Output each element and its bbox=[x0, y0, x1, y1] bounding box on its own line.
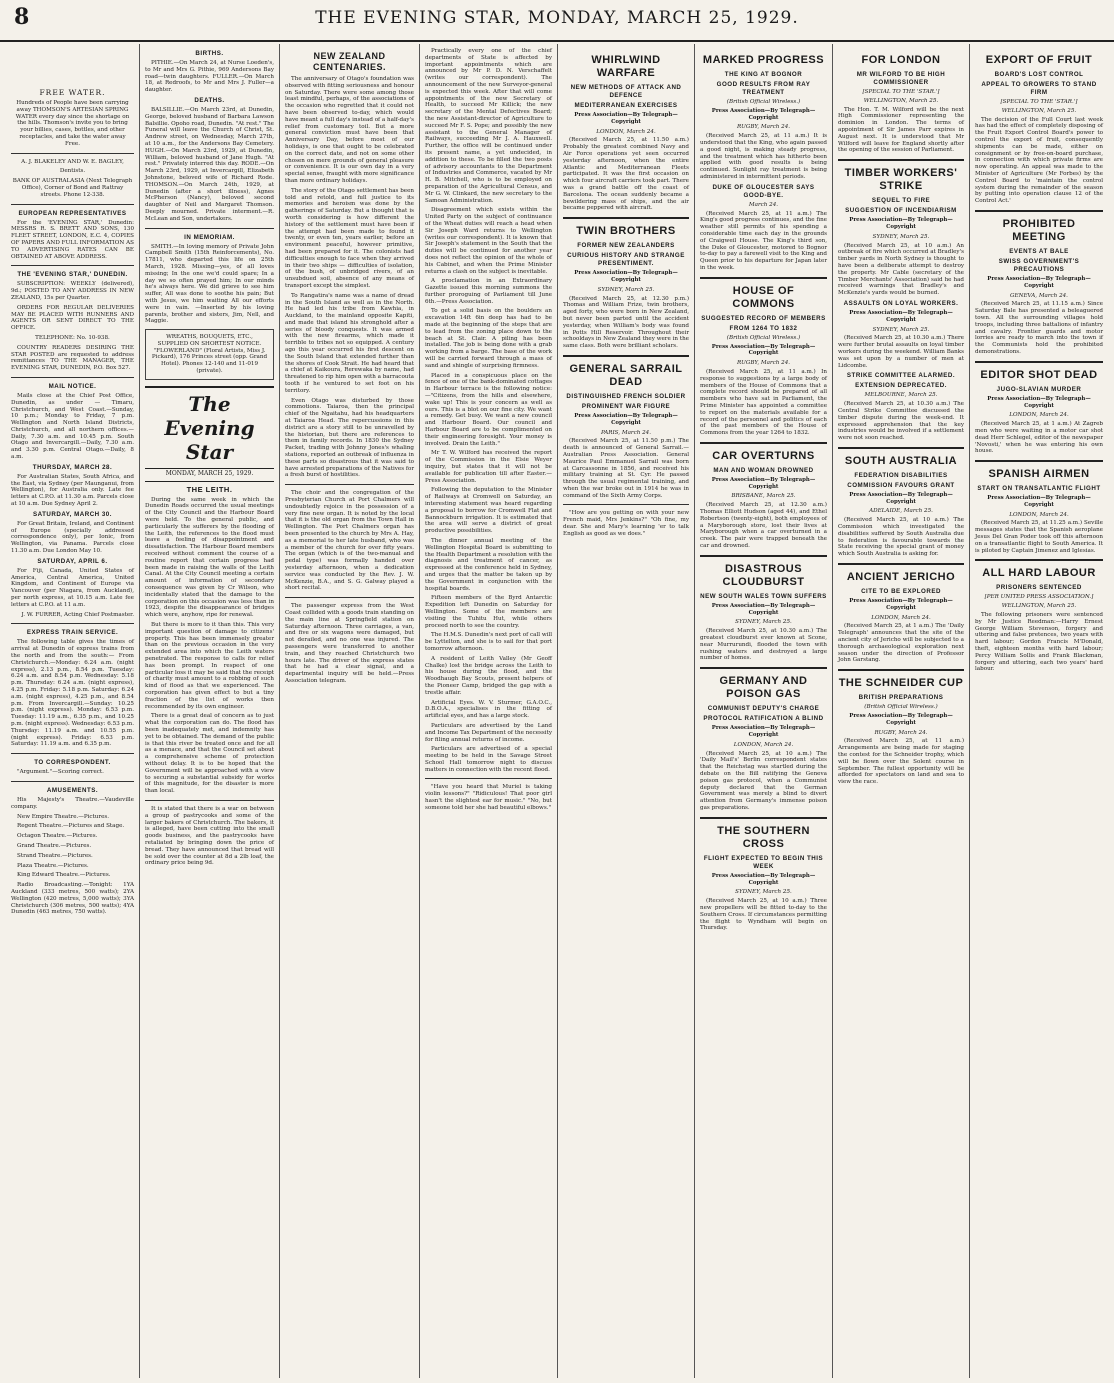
amusement-item: Regent Theatre.—Pictures and Stage. bbox=[17, 823, 125, 830]
story-subhead: MAN AND WOMAN DROWNED bbox=[713, 466, 814, 474]
press-credit: Press Association—By Telegraph—Copyright bbox=[849, 217, 953, 230]
amusements-list bbox=[11, 797, 134, 916]
dateline: WELLINGTON, March 25. bbox=[1001, 603, 1077, 610]
saturday-april-heading: SATURDAY, APRIL 6. bbox=[37, 557, 108, 565]
dentists-role: Dentists. bbox=[59, 168, 86, 175]
story-headline: WHIRLWIND WARFARE bbox=[591, 54, 661, 79]
column-8 bbox=[970, 44, 1108, 1378]
story-headline: SOUTH AUSTRALIA bbox=[844, 454, 958, 467]
story-body: (Received March 25, at 10.30 a.m.) The greatest cloudburst ever known at Scone, near Murrurundi, flooded the town with rushing waters and destroyed a large number of homes. bbox=[700, 628, 827, 662]
story-body: (Received March 25, at 10.30 a.m.) There were further brutal assaults on loyal timber workers during the weekend. William Banks was set upon by a number of men at Lidcombe. bbox=[838, 335, 964, 369]
amusements-heading: AMUSEMENTS. bbox=[46, 786, 99, 794]
press-credit: Press Association—By Telegraph—Copyright bbox=[987, 395, 1091, 409]
press-credit: Press Association—By Telegraph—Copyright bbox=[711, 476, 816, 490]
dateline: SYDNEY, March 25. bbox=[735, 619, 792, 626]
press-credit: Press Association—By Telegraph—Copyright bbox=[849, 713, 953, 726]
issue-date: MONDAY, MARCH 25, 1929. bbox=[145, 471, 274, 482]
express-heading: EXPRESS TRAIN SERVICE. bbox=[26, 629, 119, 637]
country-readers: COUNTRY READERS DESIRING THE STAR POSTED are requested to address remittances TO THE MANAGER, THE EVENING STAR, DUNEDIN, P.O. Box 527. bbox=[11, 344, 134, 372]
column-4 bbox=[420, 44, 558, 1378]
dateline: ADELAIDE, March 25. bbox=[869, 508, 933, 515]
news-paragraph: To get a solid basis on the boulders an excavation 14ft 6in deep has had to be made at the beginning of the steps that are to lead from the zoning place down to the beach at St. Clair. A piling has been installed. The job is being done with a grab working from a barge. The base of the work will be carried forward through a mass of sand and shingle of surprising firmness. bbox=[425, 308, 552, 369]
story-headline: GERMANY AND POISON GAS bbox=[719, 675, 808, 701]
column-7 bbox=[833, 44, 970, 1378]
joke-paragraph: "Have you heard that Muriel is taking violin lessons?" "Ridiculous! That poor girl hasn't the slightest ear for music." "No, but someone told her she had beautiful elbows." bbox=[425, 784, 552, 811]
special-credit: [SPECIAL TO THE 'STAR.'] bbox=[1000, 99, 1078, 105]
leader-paragraph: During the same week in which the Dunedin Roads occurred the usual meetings of the City Council and the Harbour Board were held. To the general public, and particularly the sufferers by the flooding of the Leith, the references to the flood must leave a feeling of disappointment and dissatisfaction. The Harbour Board members received without comment the course of a routine report that certain progress had been made in raising the walls of the Leith Canal. At the City Council meeting a certain amount of information of secondary consequence was given by Cr Wilson, who incidentally stated that the damage to the corporation on this occasion was less than in 1923, despite the disappearance of bridges which were, anyhow, ripe for renewal. bbox=[145, 496, 274, 619]
dateline: LONDON, March 24. bbox=[596, 128, 656, 135]
free-water-ad: Hundreds of People have been carrying away THOMSON'S ARTESIAN SPRING WATER every day since the shortage on the hills. Thomson's invite you to bring your billies, cases, bottles, and other receptacles, and take the water away Free. bbox=[15, 100, 130, 147]
amusement-item: Octagon Theatre.—Pictures. bbox=[17, 833, 98, 840]
dateline: SYDNEY, March 25. bbox=[872, 233, 930, 240]
saturday-april-body: For Fiji, Canada, United States of America, Central America, United Kingdom, and Continent of Europe via Vancouver (per Niagara, from Auckland), per north express, at 10.15 a.m. Late fee letters at C.P.O. at 11 a.m. bbox=[11, 567, 134, 608]
page-number: 8 bbox=[14, 4, 30, 30]
news-paragraph: Disagreement which exists within the United Party on the subject of continuance of the Wheat duties will reach a head when Sir Joseph Ward returns to Wellington (writes our correspondent). It is known that Sir Joseph's statement in the South that the duties will be continued for another year does not reflect the opinion of the whole of his Cabinet, and when the Prime Minister returns a clash on the subject is inevitable. bbox=[425, 207, 552, 275]
mail-heading: MAIL NOTICE. bbox=[48, 382, 97, 390]
european-body: For the 'EVENING STAR,' Dunedin: MESSRS R. S. BRETT AND SONS, 130 FLEET STREET, LONDON, E.C. 4, COPIES OF PAPERS AND FULL INFORMATION AS TO ADVERTISING RATES CAN BE OBTAINED AT ABOVE ADDRESS. bbox=[11, 219, 134, 260]
story-body: (Received March 25, at 11 a.m.) The King's good progress continues, and the fine weather still permits of his spending a considerable time each day in the grounds of Craigweil House. The King's third son, the Duke of Gloucester, motored to Bognor to-day to pay a farewell visit to the King and Queen prior to his departure for Japan later in the week. bbox=[700, 210, 827, 271]
story-headline: GENERAL SARRAIL DEAD bbox=[569, 362, 683, 388]
story-subhead: MEDITERRANEAN EXERCISES bbox=[574, 102, 678, 109]
story-body: (Received March 25, at 11.15 a.m.) Since Saturday Bale has presented a beleaguered town. All the surrounding villages hold troops, including three battalions of infantry and cavalry. Frontier guards and motor lorries are ready to march into the town if the Communists hold the prohibited demonstrations. bbox=[975, 301, 1103, 355]
dateline: PARIS, March 24. bbox=[600, 429, 652, 436]
story-body: (Received March 25, at 12.30 p.m.) Thomas and William Frize, twin brothers, aged forty, who were born in New Zealand, but never been parted until the accident yesterday, when William's body was found in Potts Hill Reservoir. Throughout their schooldays in New Zealand they were in the same class. Both were brilliant scholars. bbox=[563, 295, 689, 350]
story-subhead: DISTINGUISHED FRENCH SOLDIER bbox=[566, 392, 686, 400]
dentists-address: BANK OF AUSTRALASIA (Next Telegraph Office), Corner of Bond and Rattray streets. Phone 12-338. bbox=[12, 178, 133, 198]
story-subhead: THE KING AT BOGNOR bbox=[724, 71, 803, 78]
wireless-credit: (British Official Wireless.) bbox=[726, 334, 801, 341]
story-headline: CAR OVERTURNS bbox=[712, 449, 815, 462]
telephone: TELEPHONE: No. 10-938. bbox=[35, 334, 110, 341]
page-columns bbox=[6, 44, 1108, 1378]
leader-title: THE LEITH. bbox=[186, 484, 233, 494]
news-paragraph: Placed in a conspicuous place on the fence of one of the bank-dominated cottages in Harbour terrace is the following notice:—"Citizens, from the hills and elsewhere, wake up! This is your concern as well as ours. This is a blot on our fine city. We want a remedy. Get busy. We want a new council and Harbour Board. Our council and Harbour Board are to be complimented on their engineering foresight. Your money is involved. Drain the Leith." bbox=[425, 372, 552, 447]
story-body: (Received March 25, at 10.30 a.m.) The Central Strike Committee discussed the timber dispute during the week-end. It expressed apprehension that the key industries would be involved if a settlement were not soon reached. bbox=[838, 401, 964, 442]
story-subhead: CURIOUS HISTORY AND STRANGE PRESENTIMENT. bbox=[567, 252, 685, 268]
story-subhead: ASSAULTS ON LOYAL WORKERS. bbox=[843, 299, 959, 307]
leader-paragraph: It is stated that there is a war on between a group of pastrycooks and some of the larger bakers of Christchurch. The bakers, it is alleged, have been cutting into the small goods business, and the pastrycooks have retaliated by bringing down the price of bread. They have announced that bread will be sold over the counter at 8d a 2lb loaf, the ordinary price being 9d. bbox=[145, 805, 274, 867]
story-headline: ANCIENT JERICHO bbox=[846, 571, 956, 584]
press-credit: Press Association—By Telegraph—Copyright bbox=[849, 598, 953, 611]
amusement-item: Plaza Theatre.—Pictures. bbox=[17, 862, 89, 869]
news-paragraph: Mr T. W. Wilford has received the report of the Commission in the Elsie Weyer inquiry, but states that it will not be available for publication till after Easter.—Press Association. bbox=[425, 450, 552, 484]
story-headline: PROHIBITED MEETING bbox=[1002, 217, 1076, 243]
story-subhead: NEW SOUTH WALES TOWN SUFFERS bbox=[700, 592, 827, 600]
story-subhead: SEQUEL TO FIRE bbox=[871, 197, 931, 205]
press-credit: Press Association—By Telegraph—Copyright bbox=[711, 602, 816, 616]
column-5 bbox=[558, 44, 695, 1378]
dateline: LONDON, March 24. bbox=[1009, 412, 1069, 419]
story-body: (Received March 25, at 10 a.m.) An outbreak of fire which occurred at Bradley's timber yards in North Sydney is thought to have been a deliberate attempt to destroy the property. Mr Cable (secretary of the Timber Merchants' Association) said he had received warnings that Bradley's and McKenzie's yards would be burned. bbox=[838, 242, 964, 297]
press-credit: Press Association—By Telegraph—Copyright bbox=[711, 107, 816, 121]
running-head: THE EVENING STAR, MONDAY, MARCH 25, 1929. bbox=[315, 8, 799, 28]
story-subhead: PROMINENT WAR FIGURE bbox=[581, 402, 671, 410]
story-subhead: BOARD'S LOST CONTROL bbox=[994, 71, 1084, 78]
correspondent-body: "Argument."—Scoring correct. bbox=[17, 769, 104, 776]
thursday-heading: THURSDAY, MARCH 28. bbox=[32, 463, 113, 471]
amusement-item: Grand Theatre.—Pictures. bbox=[17, 842, 92, 849]
amusement-item: King Edward Theatre.—Pictures. bbox=[17, 872, 111, 879]
deaths-heading: DEATHS. bbox=[194, 96, 225, 104]
correspondent-heading: TO CORRESPONDENT. bbox=[34, 759, 111, 767]
memoriam-heading: IN MEMORIAM. bbox=[184, 233, 235, 241]
column-3 bbox=[280, 44, 420, 1378]
press-credit: Press Association—By Telegraph—Copyright bbox=[574, 112, 678, 125]
news-paragraph: Artificial Eyes. W. V. Sturmer, G.A.O.C., D.B.O.A., specialises in the fitting of artificial eyes, and has a large stock. bbox=[425, 699, 552, 720]
story-body: (Received March 25, at 11 a.m.) Arrangements are being made for staging the contest for the Schneider trophy, which will be flown over the Solent course in September. The fullest opportunity will be afforded for spectators on land and sea to view the race. bbox=[838, 738, 964, 786]
story-subhead: DUKE OF GLOUCESTER SAYS GOOD-BYE. bbox=[712, 183, 815, 199]
story-subhead: PROTOCOL RATIFICATION A BLIND bbox=[703, 715, 824, 723]
news-paragraph: Particulars are advertised of a special meeting to be held in the Savage Street School Hall tomorrow night to discuss matters in connection with the recent flood. bbox=[425, 746, 552, 773]
wireless-credit: (British Official Wireless.) bbox=[726, 99, 801, 105]
dateline: SYDNEY, March 25. bbox=[872, 326, 930, 333]
dateline: WELLINGTON, March 25. bbox=[863, 97, 939, 104]
dateline: LONDON, March 24. bbox=[871, 614, 931, 621]
press-credit: Press Association—By Telegraph—Copyright bbox=[987, 275, 1091, 289]
story-body: (Received March 25, at 11.50 p.m.) The death is announced of General Sarrail.—Australian Press Association. General Maurice Paul Emmanuel Sarrail was born at Carcassonne in 1856, and received his military training at St. Cyr. He passed through the usual regimental training, and when the war broke out in 1914 he was in command of the Sixth Army Corps. bbox=[563, 438, 689, 499]
column-2 bbox=[140, 44, 280, 1378]
centenaries-title: NEW ZEALAND CENTENARIES. bbox=[312, 51, 386, 72]
centenaries-paragraph: The story of the Otago settlement has been told and retold, and full justice to its memories and heroism was done by the gatherings of Saturday. But a thought that is worth considering is how different the history of the settlement must have been if the attempt had been made to found it twenty, or even ten, years earlier, before an environment peaceful, however primitive, had been prepared for it. The colonists had difficulties enough to face when they arrived in their two ships — difficulties of isolation, of the bush, of unbridged rivers, of an unsubdued soil, absence of any means of transport except the simplest. bbox=[285, 187, 414, 289]
story-subhead: NEW METHODS OF ATTACK AND DEFENCE bbox=[570, 84, 682, 99]
amusement-item: New Empire Theatre.—Pictures. bbox=[17, 813, 110, 820]
story-subhead: COMMISSION FAVOURS GRANT bbox=[847, 481, 955, 489]
dateline: March 24. bbox=[748, 201, 779, 208]
news-paragraph: The dinner annual meeting of the Wellington Hospital Board is submitting to the Health Department a resolution with the diagnosis and treatment of cancer, as expressed at the conference held in Sydney, and urges that the matter be taken up by the Government in conjunction with the hospital boards. bbox=[425, 537, 552, 592]
centenaries-paragraph: The anniversary of Otago's foundation was observed with fitting seriousness and honour on Saturday. There were some among those least mindful, perhaps, of the associations of the occasion who regretted that it could not have been observed to-day, which would have meant a full day's instead of a half-day's relief from customary toil. But a more general conviction must have been that Anniversary Day, before most of our holidays, is one that ought to be celebrated on the correct date, and not on some other chosen on mere grounds of general pleasure or convenience. It is our own day in a very special sense, fraught with more significance than more ordinary holidays. bbox=[285, 76, 414, 184]
dateline: SYDNEY, March 25. bbox=[735, 889, 792, 896]
column-1 bbox=[6, 44, 140, 1378]
story-body: The decision of the Full Court last week has had the effect of completely disposing of the Fruit Export Control Board's power to control the export of fruit, consequently shipments can be made, either on consignment or by free-on-board purchase, in connection with which private firms are now operating. An appeal was made to the Minister of Agriculture (Mr Forbes) by the Control Board to 'maintain the control system during the remainder of the season by putting into operation clause 12 of the Control Act.' bbox=[975, 116, 1103, 205]
story-body: (Received March 25, at 10 a.m.) Three new propellers will be fitted to-day to the Southern Cross. If circumstances permitting the flight to Wyndham will begin on Thursday. bbox=[700, 898, 827, 932]
dateline: RUGBY, March 24. bbox=[736, 124, 791, 131]
press-credit: Press Association—By Telegraph—Copyright bbox=[849, 309, 953, 323]
amusement-item: His Majesty's Theatre.—Vaudeville company. bbox=[11, 796, 134, 810]
story-headline: EDITOR SHOT DEAD bbox=[980, 368, 1098, 381]
leader-paragraph: But there is more to it than this. This very important question of damage to citizens' property. This has been immensely greater than on the previous occasion in the very extended area into which the Leith waters penetrated. The response to calls for relief has been prompt. In respect of one particular loss it may be said that the receipt of charity must amount to a robbing of such kind of flood as that we experienced. The corporation has given effect to but a tiny fraction of the list of works then recommended by its own engineer. bbox=[145, 622, 274, 710]
dateline: LONDON, March 24. bbox=[733, 741, 794, 748]
story-subhead: GOOD RESULTS FROM RAY TREATMENT bbox=[716, 81, 811, 96]
news-paragraph: The H.M.S. Dunedin's next port of call will be Lyttelton, and she is to sail for that port tomorrow afternoon. bbox=[425, 632, 552, 652]
story-headline: DISASTROUS CLOUDBURST bbox=[722, 562, 805, 588]
express-body: The following table gives the times of arrival at Dunedin of express trains from the north and from the south:— From Christchurch.—Monday: 6.24 a.m. (night express), 2.13 p.m., 8.54 p.m. Tuesday: 6.24 a.m. and 8.54 p.m. Wednesday: 5.18 p.m. Thursday: 6.24 a.m. (night express), 4.25 p.m. Friday: 5.18 p.m. Saturday: 6.24 a.m. (night express), 4.25 p.m., and 8.54 p.m. From Invercargill.—Sunday: 10.25 p.m. (night express). Monday: 6.53 p.m. Tuesday: 11.19 a.m., 6.35 p.m., and 10.25 p.m. (night express). Wednesday: 6.53 p.m. Thursday: 11.19 a.m. and 10.55 p.m. (night express). Friday: 6.53 p.m. Saturday: 11.19 a.m. and 6.35 p.m. bbox=[11, 639, 134, 748]
story-headline: EXPORT OF FRUIT bbox=[985, 54, 1093, 66]
story-body: (Received March 25, at 12.30 a.m.) Thomas Elliott Hudson (aged 44), and Ethel Robertson (twenty-eight), both employees of a Maryborough store, lost their lives at Maryborough when a car overturned in a creek. The pair were trapped beneath the car and drowned. bbox=[700, 502, 827, 550]
special-credit: [SPECIAL TO THE 'STAR.'] bbox=[862, 89, 940, 95]
dateline: GENEVA, March 24. bbox=[1010, 292, 1068, 299]
story-subhead: APPEAL TO GROWERS TO STAND FIRM bbox=[981, 81, 1097, 96]
joke-paragraph: "How are you getting on with your new French maid, Mrs Jenkins?" "Oh fine, my dear. She and Mary's learning 'er to talk English as good as we does." bbox=[563, 510, 689, 537]
story-body: The following prisoners were sentenced by Mr Justice Reedman:—Harry Ernest George William Stevenson, forgery and uttering and false pretences, two years with hard labour; Gordon Francis M'Donald, theft, eighteen months with hard labour; Percy William Sollis and Frank Blackman, forgery and uttering, each two years' hard labour. bbox=[975, 612, 1103, 673]
story-headline: HOUSE OF COMMONS bbox=[732, 284, 795, 310]
news-paragraph: A resident of Leith Valley (Mr Geoff Chalke) lost the bridge across the Leith to his house during the flood, and the Woodhaugh Bay Scouts, present helpers of the Pioneer Camp, bridged the gap with a trestle affair. bbox=[425, 655, 552, 696]
organ-paragraph: The choir and the congregation of the Presbyterian Church at Port Chalmers will undoubtedly rejoice in the possession of a very fine new organ. It is noted by the local that it is the old organ from the Town Hall in Wellington. The Port Chalmers organ has been presented to the church by Mrs A. Hay, as a memorial to her late husband, who was a member of the church for over fifty years. The organ (which is of the two-manual and pedal type) was formally handed over yesterday afternoon, when a dedication service was conducted by the Rev. J. W. McKenzie, B.A., and S. G. Galway played a short recital. bbox=[285, 490, 414, 592]
story-body: (Received March 25, at 10 a.m.) The Commission which investigated the disabilities suffered by South Australia due to federation is favourable towards the State receiving the special grant of money which South Australia is asking for. bbox=[838, 517, 964, 558]
story-subhead: FORMER NEW ZEALANDERS bbox=[577, 242, 675, 250]
press-credit: Press Association—By Telegraph—Copyright bbox=[849, 491, 953, 505]
story-subhead: JUGO-SLAVIAN MURDER bbox=[996, 385, 1082, 393]
story-headline: TIMBER WORKERS' STRIKE bbox=[844, 167, 958, 193]
memoriam-body: SMITH.—In loving memory of Private John Campbell Smith (15th Reinforcements), No. 17811, who departed this life on 25th March, 1928. Missing—yes, of all loves missing; In the one we'd could spare; In a day we so often prayed him; In our minds he's always here. We did grieve to see him suffer, All was done to soothe his pain; But with Jesus, we him waiting All our efforts were in vain. —Inserted by his loving parents, brother and sisters, Jim, Nell, and Maggie. bbox=[145, 243, 274, 325]
story-headline: TWIN BROTHERS bbox=[576, 225, 676, 238]
story-headline: THE SCHNEIDER CUP bbox=[838, 677, 964, 690]
mail-body: Mails close at the Chief Post Office, Dunedin, as under — Timaru, Christchurch, and West Coast.—Sunday, 10 p.m.; Monday to Friday, 7 p.m. Wellington and North Island Districts, Christchurch, and all northern offices.—Daily, 7.30 a.m. and 10.45 p.m. South Otago and Invercargill.—Daily, 7.30 a.m. and 3.30 p.m. Central Otago.—Daily, 8 a.m. bbox=[11, 392, 134, 461]
dateline: WELLINGTON, March 25. bbox=[1001, 107, 1077, 114]
story-subhead: EVENTS AT BALE bbox=[1009, 247, 1069, 255]
special-credit: [PER UNITED PRESS ASSOCIATION.] bbox=[984, 594, 1094, 601]
subscription: SUBSCRIPTION: WEEKLY (delivered), 9d.; POSTED TO ANY ADDRESS IN NEW ZEALAND, 15s per Quarter. bbox=[11, 281, 134, 301]
story-subhead: SWISS GOVERNMENT'S PRECAUTIONS bbox=[998, 257, 1080, 273]
wireless-credit: (British Official Wireless.) bbox=[864, 704, 938, 711]
story-subhead: FEDERATION DISABILITIES bbox=[854, 471, 948, 479]
story-subhead: CITE TO BE EXPLORED bbox=[861, 588, 941, 596]
free-water-title: FREE WATER. bbox=[39, 88, 106, 97]
thursday-body: For Australian States, South Africa, and the East, via Sydney (per Maunganui, from Wellington), for Australia only. Late fee letters at C.P.O. at 11.30 a.m. Parcels close at 10 a.m. Due Sydney April 2. bbox=[11, 473, 134, 508]
story-body: (Received March 25, at 11 a.m.) In response to suggestions by a large body of members of the House of Commons that a complete record should be prepared of all members who have sat in Parliament, the Prime Minister has appointed a committee to report on the materials available for a record of the personnel and politics of each of the past members of the House of Commons from the year 1264 to 1832. bbox=[700, 368, 827, 437]
dateline: RUGBY, March 24. bbox=[874, 729, 928, 736]
story-subhead: MR WILFORD TO BE HIGH COMMISSIONER bbox=[856, 71, 946, 86]
dateline: LONDON, March 24. bbox=[1009, 511, 1069, 518]
story-headline: MARKED PROGRESS bbox=[702, 54, 825, 66]
evening-star-heading: THE 'EVENING STAR,' DUNEDIN. bbox=[17, 271, 128, 279]
story-body: (Received March 25, at 1 a.m.) At Zagreb men who were waiting in a motor car shot dead Herr Schlegel, editor of the newspaper 'Novosti,' when he was entering his own house. bbox=[975, 421, 1103, 455]
story-headline: FOR LONDON bbox=[861, 54, 941, 66]
european-heading: EUROPEAN REPRESENTATIVES bbox=[18, 209, 127, 217]
story-subhead: PRISONERS SENTENCED bbox=[996, 584, 1082, 592]
press-credit: Press Association—By Telegraph—Copyright bbox=[711, 343, 816, 357]
story-body: (Received March 25, at 11.25 a.m.) Seville messages states that the Spanish aeroplane Jesus Del Gran Poder took off this afternoon on a transatlantic flight to South America. It is piloted by Captain Jimenez and Iglesias. bbox=[975, 520, 1103, 554]
postmaster-signature: J. W. FURRER, Acting Chief Postmaster. bbox=[21, 611, 134, 618]
saturday-body: For Great Britain, Ireland, and Continent of Europe (specially addressed correspondence only), per Ionic, from Wellington, via Panama. Parcels close 11.30 a.m. Due London May 10. bbox=[11, 520, 134, 555]
news-paragraph: Fifteen members of the Byrd Antarctic Expedition left Dunedin on Saturday for Wellington. Some of the members are visiting the Tuhitu Hut, while others proceed north to see the country. bbox=[425, 595, 552, 629]
nameplate: The Evening Star bbox=[145, 386, 274, 469]
wreaths-ad bbox=[145, 329, 274, 380]
press-credit: Press Association—By Telegraph—Copyright bbox=[711, 725, 816, 739]
story-headline: SPANISH AIRMEN bbox=[988, 468, 1090, 481]
amusement-item: Radio Broadcasting.—Tonight: 1YA Auckland (333 metres, 500 watts); 2YA Wellington (420 metres, 5,000 watts); 3YA Christchurch (306 metres, 500 watts); 4YA Dunedin (463 metres, 750 watts). bbox=[11, 882, 134, 916]
column-6 bbox=[695, 44, 833, 1378]
press-credit: Press Association—By Telegraph—Copyright bbox=[574, 412, 678, 426]
story-subhead: START ON TRANSATLANTIC FLIGHT bbox=[977, 485, 1101, 493]
wreaths-ad-text: WREATHS, BOUQUETS, ETC., SUPPLIED ON SHORTEST NOTICE. "FLOWERLAND" (Floral Artists, Miss J. Pickard), 176 Princes street (opp. Grand Hotel). Phones 12-140 and 11-019 (private). bbox=[151, 334, 268, 375]
centenaries-paragraph: To Rangatira's name was a name of dread in the South Island as well as in the North. He had led his tribe from Kawhia, in Auckland, to the mainland opposite Kapiti, and made that island his stronghold after a series of bloody conquests. It was armed with the new firearms, which made it terrible to tribes not so equipped. A century ago this year occurred his first descent on the South Island that extended further than the shores of Cook Strait. He had heard that a chief at Kaikoura, Rerewaka by name, had threatened to rip him open with a barracouta tooth if he ventured to set foot on his territory. bbox=[285, 292, 414, 394]
story-body: (Received March 25, at 11 a.m.) It is understood that the King, who again passed a good night, is making steady progress, and the treatment which has hitherto been applied with good results is being continued. Sunlight ray treatment is being administered in intermittent periods. bbox=[700, 133, 827, 180]
story-subhead: BRITISH PREPARATIONS bbox=[858, 694, 944, 702]
news-paragraph: Particulars are advertised by the Land and Income Tax Department of the necessity for filing annual returns of income. bbox=[425, 722, 552, 743]
births-body: PITHIE.—On March 24, at Nurse Loeden's, to Mr and Mrs G. Pithie, 969 Andersons Bay road—twin daughters. FULLER.—On March 18, at Redroofs, to Mr and Mrs J. Fuller—a daughter. bbox=[145, 60, 274, 94]
dateline: MELBOURNE, March 25. bbox=[864, 392, 938, 399]
story-subhead: SUGGESTED RECORD OF MEMBERS bbox=[701, 314, 826, 322]
news-paragraph: Practically every one of the chief departments of State is affected by important appointments which are announced by Mr P. D. N. Verschaffelt (writes our correspondent). The announcement of the new Surveyor-general is expected this week. After that will come appointments of the new Secretary of Health, to succeed Mr Killick; the new secretary of the Mental Defectives Board; the new Assistant-director of Agriculture to succeed Mr F. S. Pope; and possibly the new assistant to the General Manager of Railways, succeeding Mr J. A. Hauxwell. Further, the office will be continued under its present name, a yet undecided, in addition to these. To be filled the two posts of advisory accountants to the Department of Industries and Commerce, vacated by Mr H. B. Mitchell, who is to be employed on preparation of the Agricultural Census, and Mr G. W. Clinkard, the new secretary to the Samoan Administration. bbox=[425, 48, 552, 204]
dateline: RUGBY, March 24. bbox=[736, 360, 791, 367]
news-paragraph: Following the deputation to the Minister of Railways at Cromwell on Saturday, an interesting statement was heard regarding a proposal to borrow for Cromwell Flat and Bannockburn irrigation. It is estimated that the area will serve a district of great productive possibilities. bbox=[425, 487, 552, 535]
masthead bbox=[0, 0, 1114, 42]
story-subhead: FLIGHT EXPECTED TO BEGIN THIS WEEK bbox=[703, 854, 824, 870]
births-heading: BIRTHS. bbox=[195, 50, 224, 57]
story-body: (Received March 25, at 11.50 a.m.) Probably the greatest combined Navy and Air Force operations yet seen occurred yesterday afternoon, when the entire Atlantic and Mediterranean Fleets participated. It was the first occasion on which four aircraft carriers took part. There was a grand battle off the coast of Barcelona. The ocean suddenly became a bewildering mass of ships, and the air became peppered with aircraft. bbox=[563, 137, 689, 212]
saturday-heading: SATURDAY, MARCH 30. bbox=[33, 510, 112, 518]
deaths-body: BALSILLIE.—On March 23rd, at Dunedin, George, beloved husband of Barbara Lawson Balsillie. Opoho road, Dunedin. "At rest." The Funeral will leave the Church of Christ, St. Andrew street, on Wednesday, March 27th, at 10 a.m., for the Andersons Bay Cemetery. HUGH.—On March 23rd, 1929, at Dunedin, William, beloved husband of Jane Hugh. "At rest." Privately interred this day. RODE.—On March 23rd, 1929, at Invercargill, Elizabeth Johnstone, beloved wife of Richard Rode. THOMSON.—On March 24th, 1929, at Dunedin (after a short illness), Agnes McPherson (Nancy), beloved second daughter of Neil and Margaret Thomson. Deeply mourned. Private interment.—R. McLean and Son, undertakers. bbox=[145, 106, 274, 222]
story-subhead: STRIKE COMMITTEE ALARMED. bbox=[846, 372, 956, 380]
story-subhead: EXTENSION DEPRECATED. bbox=[855, 382, 947, 390]
press-credit: Press Association—By Telegraph—Copyright bbox=[574, 270, 678, 283]
dateline: SYDNEY, March 25. bbox=[597, 286, 655, 293]
story-headline: THE SOUTHERN CROSS bbox=[717, 824, 810, 850]
orders: ORDERS FOR REGULAR DELIVERIES MAY BE PLACED WITH RUNNERS AND AGENTS OR SENT DIRECT TO THE OFFICE. bbox=[11, 304, 134, 332]
leader-paragraph: There is a great deal of concern as to just what the corporation can do. The flood has been inadequately met, and indemnity has yet to be obtained. The demand of the public is that this river be treated once and for all as a menace, and that the Council set about a comprehensive scheme of protection without delay. It is to be hoped that the Government will be approached with a view to securing a substantial subsidy for works of this magnitude, for the disaster is more than local. bbox=[145, 713, 274, 795]
amusement-item: Strand Theatre.—Pictures. bbox=[17, 852, 93, 859]
centenaries-paragraph: Even Otago was disturbed by those commotions. Taiaroa, then the principal chief of the Ngaitahu, had his headquarters at Taiaroa Head. The repercussions in this district are a story still to be unravelled by the historian, but there are references to them in family records. In 1830 the Sydney Packet, trading with Johnny Jones's whaling stations, reported an outbreak of influenza in these parts so disastrous that it was said to have arrested preparations of the Natives for a fresh burst of hostilities. bbox=[285, 397, 414, 479]
story-body: (Received March 25, at 10 a.m.) The 'Daily Mail's' Berlin correspondent states that the Reichstag was startled during the debate on the Bill ratifying the Geneva poison gas protocol, when a Communist deputy declared that the German Government was merely a blind to divert attention from Germany's immense poison gas preparations. bbox=[700, 750, 827, 811]
story-body: The Hon. T. M. Wilford will be the next High Commissioner representing the dominion in London. The terms of appointment of Sir James Parr expires in August next. It is understood that Mr Wilford will leave for England shortly after the opening of the session of Parliament. bbox=[838, 106, 964, 154]
story-headline: ALL HARD LABOUR bbox=[982, 567, 1096, 580]
dentists-name: A. J. BLAKELEY AND W. E. BAGLEY, bbox=[21, 158, 124, 165]
story-subhead: SUGGESTION OF INCENDIARISM bbox=[845, 207, 957, 215]
news-paragraph: A proclamation in an Extraordinary Gazette issued this morning summons the further proroguing of Parliament till June 6th.—Press Association. bbox=[425, 278, 552, 305]
story-subhead: FROM 1264 TO 1832 bbox=[729, 324, 798, 332]
story-subhead: COMMUNIST DEPUTY'S CHARGE bbox=[707, 705, 820, 713]
press-credit: Press Association—By Telegraph—Copyright bbox=[711, 872, 816, 886]
story-body: (Received March 25, at 1 a.m.) The 'Daily Telegraph' announces that the site of the ancient city of Jericho will be subjected to a thorough archaeological exploration next season under the direction of Professor John Garstang. bbox=[838, 623, 964, 664]
train-collision-paragraph: The passenger express from the West Coast collided with a goods train standing on the main line at Springfield station on Saturday afternoon. Three carriages, a van, and five or six wagons were damaged, but not derailed, and no one was injured. The passengers were transferred to another train, and they reached Christchurch two hours late. The driver of the express states that he had a clear signal, and a departmental inquiry will be held.—Press Association telegram. bbox=[285, 603, 414, 684]
dateline: BRISBANE, March 25. bbox=[731, 493, 796, 500]
press-credit: Press Association—By Telegraph—Copyright bbox=[987, 495, 1091, 508]
